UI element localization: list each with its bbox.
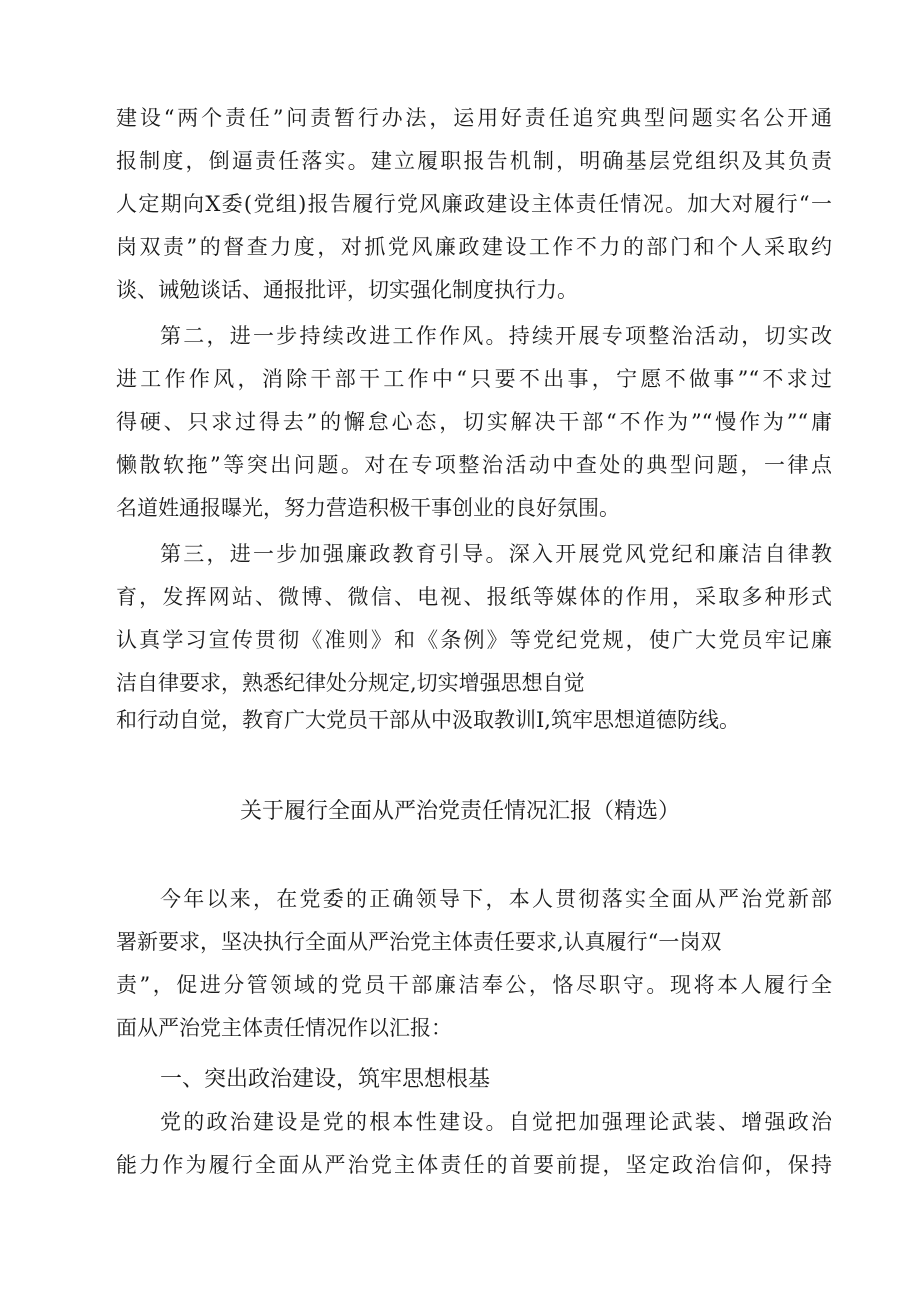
paragraph-line: 谈、诫勉谈话、通报批评，切实强化制度执行力。 (116, 278, 578, 302)
paragraph-line: 懒散软拖”等突出问题。对在专项整治活动中查处的典型问题，一律点 (116, 453, 832, 477)
paragraph-line: 和行动自觉，教育广大党员干部从中汲取教训I,筑牢思想道德防线。 (116, 708, 740, 732)
paragraph-line: 名道姓通报曝光，努力营造积极干事创业的良好氛围。 (116, 496, 620, 520)
paragraph-line: 署新要求，坚决执行全面从严治党主体责任要求,认真履行“一岗双 (116, 930, 722, 954)
paragraph-line: 岗双责”的督查力度，对抓党风廉政建设工作不力的部门和个人采取约 (116, 235, 832, 259)
paragraph-line: 今年以来，在党委的正确领导下，本人贯彻落实全面从严治党新部 (160, 887, 832, 911)
paragraph-line: 认真学习宣传贯彻《准则》和《条例》等党纪党规，使广大党员牢记廉 (116, 628, 832, 652)
paragraph-line: 面从严治党主体责任情况作以汇报： (116, 1016, 452, 1040)
paragraph-line: 建设“两个责任”问责暂行办法，运用好责任追究典型问题实名公开通 (116, 106, 832, 130)
paragraph-line: 报制度，倒逼责任落实。建立履职报告机制，明确基层党组织及其负责 (116, 149, 832, 173)
paragraph-line: 责”，促进分管领域的党员干部廉洁奉公，恪尽职守。现将本人履行全 (116, 973, 832, 997)
document-title: 关于履行全面从严治党责任情况汇报（精选） (239, 799, 680, 824)
paragraph-line: 人定期向X委(党组)报告履行党风廉政建设主体责任情况。加大对履行“一 (116, 192, 832, 216)
paragraph-line: 第二，进一步持续改进工作作风。持续开展专项整治活动，切实改 (160, 324, 832, 348)
paragraph-line: 洁自律要求，熟悉纪律处分规定,切实增强思想自觉 (116, 671, 585, 695)
paragraph-line: 党的政治建设是党的根本性建设。自觉把加强理论武装、增强政治 (160, 1110, 832, 1134)
paragraph-line: 第三，进一步加强廉政教育引导。深入开展党风党纪和廉洁自律教 (160, 542, 832, 566)
paragraph-line: 进工作作风，消除干部干工作中“只要不出事，宁愿不做事”“不求过 (116, 367, 832, 391)
paragraph-line: 能力作为履行全面从严治党主体责任的首要前提，坚定政治信仰，保持 (116, 1153, 832, 1177)
paragraph-line: 得硬、只求过得去”的懈怠心态，切实解决干部“不作为”“慢作为”“庸 (116, 410, 832, 434)
paragraph-line: 育，发挥网站、微博、微信、电视、报纸等媒体的作用，采取多种形式 (116, 585, 832, 609)
section-heading: 一、突出政治建设，筑牢思想根基 (160, 1067, 491, 1092)
